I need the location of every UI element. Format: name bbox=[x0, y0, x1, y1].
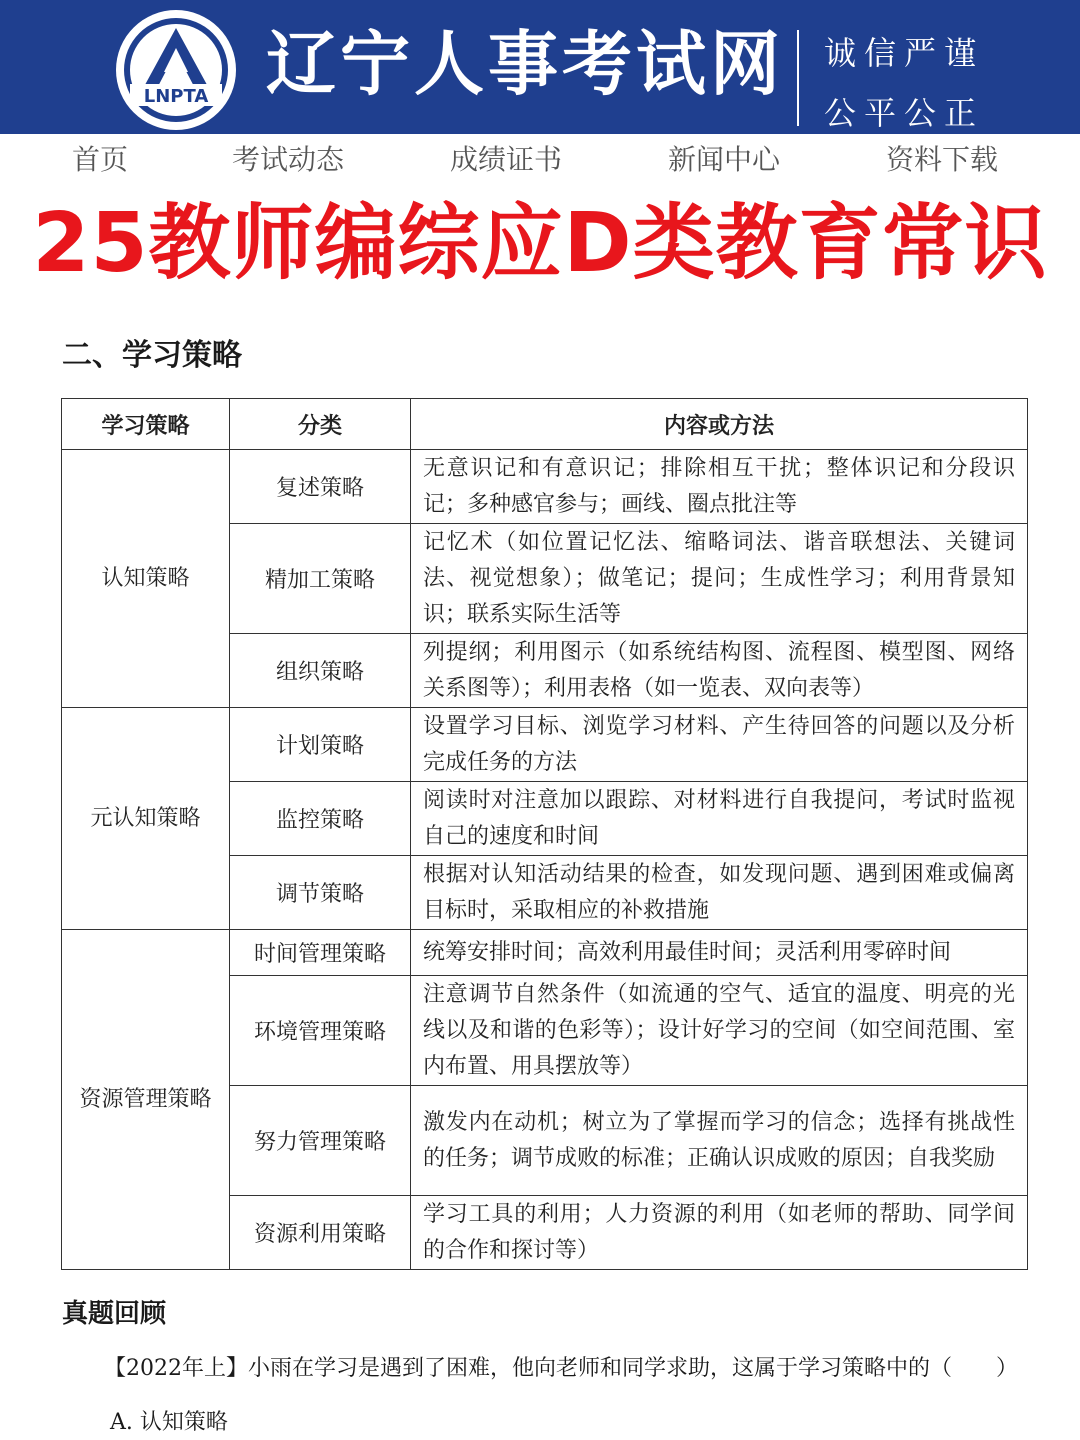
motto-line1: 诚信严谨 bbox=[824, 34, 985, 72]
nav-item-downloads[interactable]: 资料下载 bbox=[886, 143, 999, 176]
table-row bbox=[62, 450, 1028, 524]
review-title: 真题回顾 bbox=[62, 1299, 167, 1329]
strategy-content: 激发内在动机；树立为了掌握而学习的信念；选择有挑战性的任务；调节成败的标准；正确认识成败的原因；自我奖励 bbox=[411, 1086, 1028, 1196]
sub-strategy: 计划策略 bbox=[230, 708, 411, 782]
sub-strategy: 资源利用策略 bbox=[230, 1196, 411, 1270]
sub-strategy: 努力管理策略 bbox=[230, 1086, 411, 1196]
sub-strategy: 监控策略 bbox=[230, 782, 411, 856]
sub-strategy: 组织策略 bbox=[230, 634, 411, 708]
banner-divider bbox=[797, 30, 799, 126]
strategy-content: 无意识记和有意识记；排除相互干扰；整体识记和分段识记；多种感官参与；画线、圈点批注等 bbox=[411, 450, 1028, 524]
strategy-content: 注意调节自然条件（如流通的空气、适宜的温度、明亮的光线以及和谐的色彩等）；设计好学习的空间（如空间范围、室内布置、用具摆放等） bbox=[411, 976, 1028, 1086]
strategy-table bbox=[61, 398, 1028, 1270]
group-resource-management: 资源管理策略 bbox=[62, 930, 230, 1270]
nav-item-news[interactable]: 新闻中心 bbox=[668, 143, 781, 176]
nav-item-home[interactable]: 首页 bbox=[72, 143, 129, 176]
strategy-content: 根据对认知活动结果的检查，如发现问题、遇到困难或偏离目标时，采取相应的补救措施 bbox=[411, 856, 1028, 930]
nav-item-exam-news[interactable]: 考试动态 bbox=[232, 143, 345, 176]
lnpta-logo[interactable] bbox=[114, 8, 238, 132]
page-headline: 25教师编综应D类教育常识 bbox=[32, 196, 1048, 291]
table-row bbox=[62, 708, 1028, 782]
sub-strategy: 复述策略 bbox=[230, 450, 411, 524]
strategy-content: 统筹安排时间；高效利用最佳时间；灵活利用零碎时间 bbox=[411, 930, 1028, 976]
sub-strategy: 环境管理策略 bbox=[230, 976, 411, 1086]
section-title: 二、学习策略 bbox=[62, 338, 242, 373]
group-metacognitive: 元认知策略 bbox=[62, 708, 230, 930]
motto-line2: 公平公正 bbox=[824, 94, 985, 132]
strategy-content: 设置学习目标、浏览学习材料、产生待回答的问题以及分析完成任务的方法 bbox=[411, 708, 1028, 782]
sub-strategy: 精加工策略 bbox=[230, 524, 411, 634]
sub-strategy: 时间管理策略 bbox=[230, 930, 411, 976]
strategy-content: 列提纲；利用图示（如系统结构图、流程图、模型图、网络关系图等）；利用表格（如一览表、双向表等） bbox=[411, 634, 1028, 708]
exam-question: 【2022年上】小雨在学习是遇到了困难，他向老师和同学求助，这属于学习策略中的（ ） bbox=[104, 1356, 1018, 1381]
group-cognitive: 认知策略 bbox=[62, 450, 230, 708]
table-header-strategy: 学习策略 bbox=[62, 399, 230, 450]
sub-strategy: 调节策略 bbox=[230, 856, 411, 930]
nav-item-scores[interactable]: 成绩证书 bbox=[450, 143, 563, 176]
strategy-content: 阅读时对注意加以跟踪、对材料进行自我提问，考试时监视自己的速度和时间 bbox=[411, 782, 1028, 856]
table-header-category: 分类 bbox=[230, 399, 411, 450]
table-header-content: 内容或方法 bbox=[411, 399, 1028, 450]
header-banner bbox=[0, 0, 1080, 134]
answer-option-a[interactable]: A. 认知策略 bbox=[110, 1410, 228, 1435]
table-header-row bbox=[62, 399, 1028, 450]
site-name[interactable]: 辽宁人事考试网 bbox=[266, 23, 784, 105]
table-row bbox=[62, 930, 1028, 976]
logo-text: LNPTA bbox=[143, 86, 209, 107]
strategy-content: 记忆术（如位置记忆法、缩略词法、谐音联想法、关键词法、视觉想象）；做笔记；提问；生成性学习；利用背景知识；联系实际生活等 bbox=[411, 524, 1028, 634]
strategy-content: 学习工具的利用；人力资源的利用（如老师的帮助、同学间的合作和探讨等） bbox=[411, 1196, 1028, 1270]
